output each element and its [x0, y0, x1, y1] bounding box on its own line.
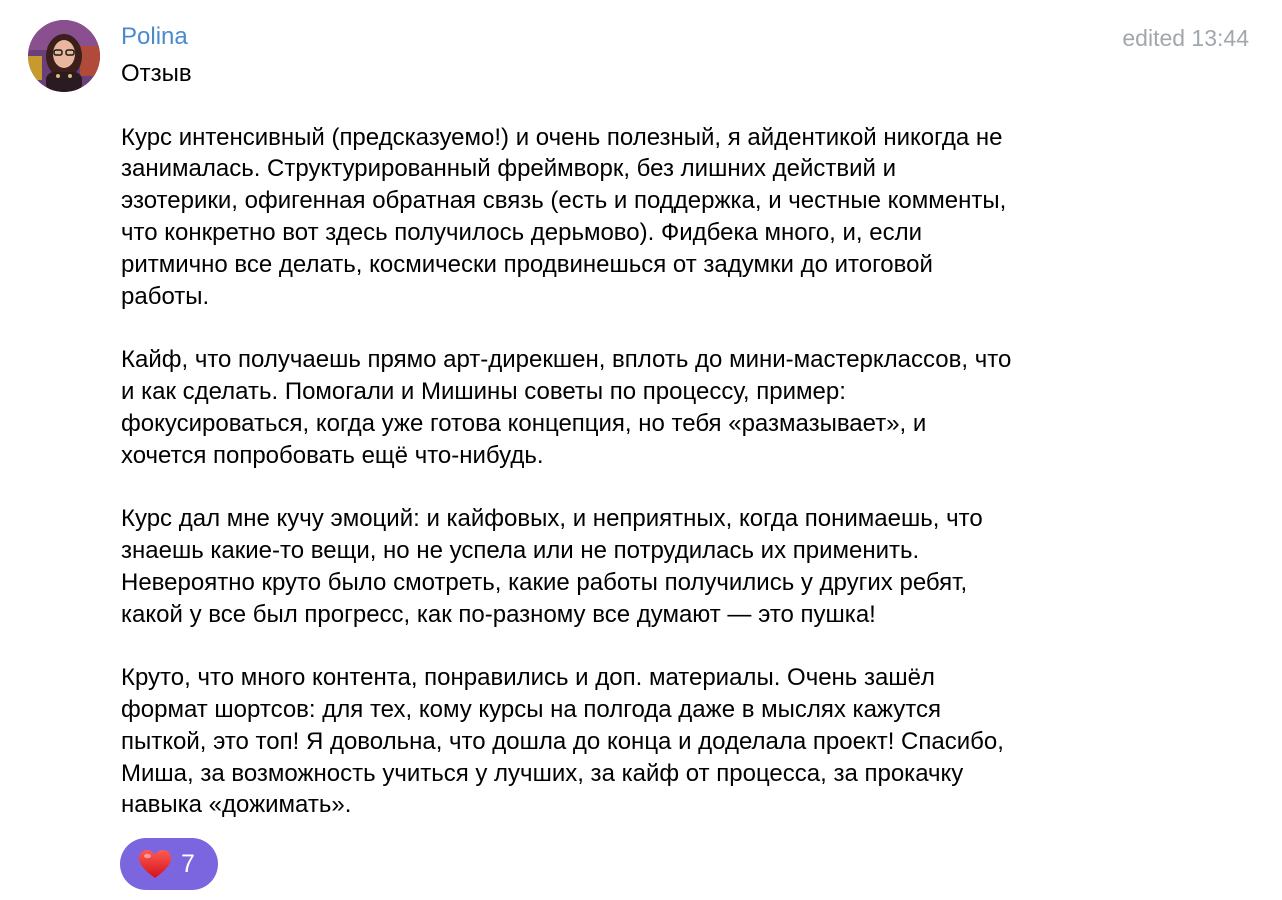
message-line: работы. [121, 282, 210, 310]
message-line: ритмично все делать, космически продвинешься от задумки до итоговой [121, 250, 933, 278]
heart-icon [138, 849, 172, 879]
message-line: что конкретно вот здесь получилось дерьмово). Фидбека много, и, если [121, 218, 922, 246]
avatar-photo [28, 20, 100, 92]
reaction-count: 7 [181, 850, 195, 878]
message-paragraph [121, 122, 1151, 313]
message-paragraph [121, 662, 1151, 821]
reaction-button[interactable] [120, 838, 218, 890]
message-line: формат шортсов: для тех, кому курсы на полгода даже в мыслях кажутся [121, 695, 941, 723]
message-line: знаешь какие-то вещи, но не успела или не потрудилась их применить. [121, 536, 920, 564]
message-line: и как сделать. Помогали и Мишины советы по процессу, пример: [121, 377, 846, 405]
message-line: Миша, за возможность учиться у лучших, за кайф от процесса, за прокачку [121, 759, 964, 787]
message-line: навыка «дожимать». [121, 791, 352, 819]
message-line: Круто, что много контента, понравились и доп. материалы. Очень зашёл [121, 664, 935, 692]
message-line: фокусироваться, когда уже готова концепция, но тебя «размазывает», и [121, 409, 927, 437]
message-timestamp: edited 13:44 [1122, 25, 1249, 51]
message-line: Невероятно круто было смотреть, какие работы получились у других ребят, [121, 568, 968, 596]
message-line: хочется попробовать ещё что-нибудь. [121, 441, 544, 469]
avatar[interactable] [28, 20, 100, 92]
message-text [121, 58, 1151, 821]
message-line: Курс интенсивный (предсказуемо!) и очень полезный, я айдентикой никогда не [121, 123, 1003, 151]
message-line: Кайф, что получаешь прямо арт-дирекшен, вплоть до мини-мастерклассов, что [121, 346, 1012, 374]
message-line: какой у все был прогресс, как по-разному все думают — это пушка! [121, 600, 876, 628]
message-paragraph [121, 58, 1151, 90]
message-paragraph [121, 503, 1151, 630]
message-line: пыткой, это топ! Я довольна, что дошла до конца и доделала проект! Спасибо, [121, 727, 1004, 755]
message-paragraph [121, 344, 1151, 471]
message-line: Отзыв [121, 60, 192, 87]
sender-name[interactable]: Polina [121, 23, 188, 50]
message-line: Курс дал мне кучу эмоций: и кайфовых, и неприятных, когда понимаешь, что [121, 505, 983, 533]
message-line: занималась. Структурированный фреймворк, без лишних действий и [121, 155, 897, 183]
message-line: эзотерики, офигенная обратная связь (есть и поддержка, и честные комменты, [121, 187, 1007, 215]
